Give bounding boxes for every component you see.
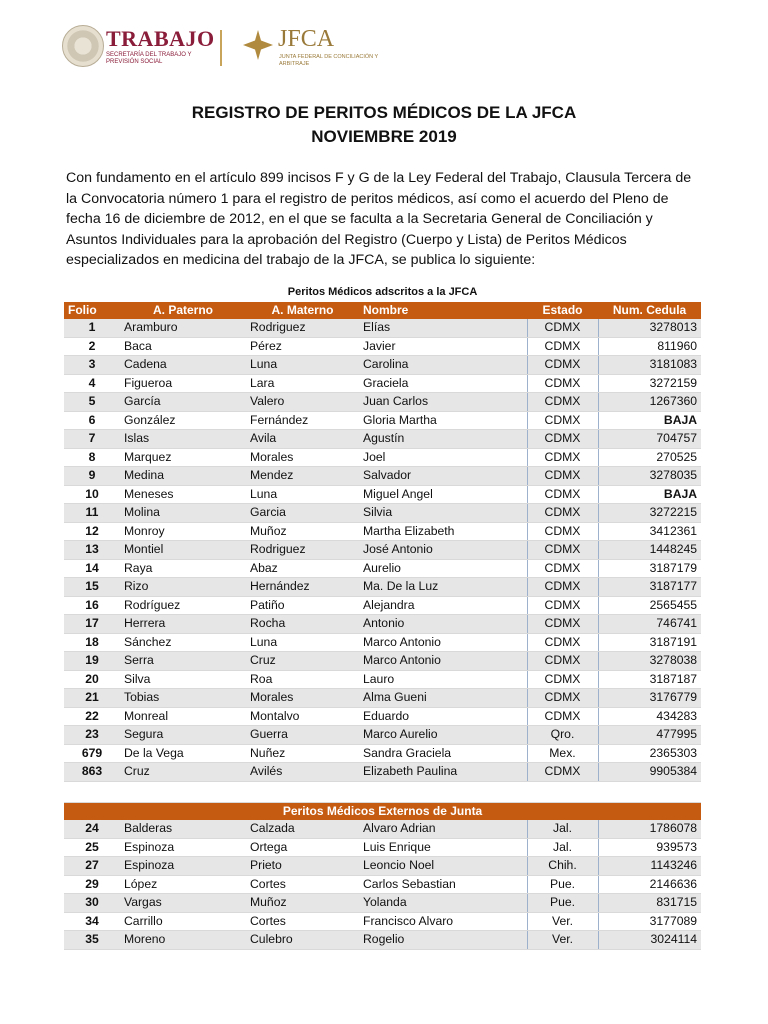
table-row: [64, 504, 701, 523]
cell-folio: 18: [64, 633, 120, 652]
cell-paterno: De la Vega: [120, 744, 246, 763]
section-gap-cell: [64, 781, 701, 802]
cell-nombre: Juan Carlos: [359, 393, 527, 412]
cell-cedula: 3187187: [598, 670, 701, 689]
table-row: [64, 931, 701, 950]
cell-paterno: García: [120, 393, 246, 412]
cell-folio: 2: [64, 337, 120, 356]
cell-nombre: Salvador: [359, 467, 527, 486]
cell-nombre: Aurelio: [359, 559, 527, 578]
table-row: [64, 912, 701, 931]
cell-folio: 679: [64, 744, 120, 763]
cell-nombre: Alvaro Adrian: [359, 820, 527, 838]
document-title: REGISTRO DE PERITOS MÉDICOS DE LA JFCA: [191, 103, 577, 122]
table-caption-row: [64, 284, 701, 302]
cell-estado: Mex.: [527, 744, 598, 763]
cell-folio: 30: [64, 894, 120, 913]
table-row: [64, 633, 701, 652]
cell-estado: CDMX: [527, 374, 598, 393]
cell-estado: CDMX: [527, 319, 598, 337]
cell-cedula: BAJA: [598, 485, 701, 504]
table-row: [64, 820, 701, 838]
cell-nombre: José Antonio: [359, 541, 527, 560]
cell-paterno: Espinoza: [120, 857, 246, 876]
cell-folio: 21: [64, 689, 120, 708]
cell-materno: Garcia: [246, 504, 359, 523]
cell-cedula: 3412361: [598, 522, 701, 541]
cell-materno: Muñoz: [246, 522, 359, 541]
table-row: [64, 707, 701, 726]
table-row: [64, 744, 701, 763]
cell-materno: Fernández: [246, 411, 359, 430]
table-row: [64, 670, 701, 689]
cell-materno: Avilés: [246, 763, 359, 782]
cell-cedula: 704757: [598, 430, 701, 449]
cell-materno: Lara: [246, 374, 359, 393]
cell-nombre: Marco Antonio: [359, 652, 527, 671]
intro-paragraph: Con fundamento en el artículo 899 incisos F y G de la Ley Federal del Trabajo, Clausula Tercera de la Convocatoria número 1 para el registro de peritos médicos, así como el acuerdo del Pleno de fecha 16 de diciembre de 2012, en el que se faculta a la Secretaria General de Conciliación y Asuntos Individuales para la aprobación del Registro (Cuerpo y Lista) de Peritos Médicos especializados en medicina del trabajo de la JFCA, se publica lo siguiente:: [66, 170, 692, 269]
cell-cedula: 2365303: [598, 744, 701, 763]
cell-materno: Cortes: [246, 875, 359, 894]
cell-estado: CDMX: [527, 337, 598, 356]
cell-materno: Nuñez: [246, 744, 359, 763]
cell-nombre: Rogelio: [359, 931, 527, 950]
cell-paterno: Cadena: [120, 356, 246, 375]
cell-nombre: Alejandra: [359, 596, 527, 615]
cell-estado: CDMX: [527, 448, 598, 467]
cell-materno: Prieto: [246, 857, 359, 876]
cell-paterno: Balderas: [120, 820, 246, 838]
table-row: [64, 430, 701, 449]
col-header-estado: Estado: [527, 302, 598, 320]
cell-folio: 9: [64, 467, 120, 486]
cell-paterno: Herrera: [120, 615, 246, 634]
logo-divider: [220, 30, 222, 66]
cell-paterno: Montiel: [120, 541, 246, 560]
cell-estado: CDMX: [527, 467, 598, 486]
cell-materno: Cruz: [246, 652, 359, 671]
cell-folio: 34: [64, 912, 120, 931]
cell-nombre: Silvia: [359, 504, 527, 523]
col-header-paterno: A. Paterno: [120, 302, 246, 320]
cell-cedula: 270525: [598, 448, 701, 467]
cell-folio: 1: [64, 319, 120, 337]
table-row: [64, 559, 701, 578]
cell-nombre: Alma Gueni: [359, 689, 527, 708]
cell-cedula: 3272215: [598, 504, 701, 523]
cell-cedula: 811960: [598, 337, 701, 356]
cell-folio: 20: [64, 670, 120, 689]
cell-paterno: Monroy: [120, 522, 246, 541]
cell-folio: 22: [64, 707, 120, 726]
table-caption: Peritos Médicos adscritos a la JFCA: [287, 286, 478, 299]
cell-materno: Culebro: [246, 931, 359, 950]
cell-cedula: 1786078: [598, 820, 701, 838]
cell-folio: 6: [64, 411, 120, 430]
cell-cedula: 3181083: [598, 356, 701, 375]
cell-folio: 25: [64, 838, 120, 857]
cell-cedula: BAJA: [598, 411, 701, 430]
table-row: [64, 689, 701, 708]
cell-folio: 11: [64, 504, 120, 523]
cell-paterno: Rodríguez: [120, 596, 246, 615]
cell-estado: CDMX: [527, 652, 598, 671]
cell-materno: Pérez: [246, 337, 359, 356]
mexico-seal-icon: [62, 25, 104, 67]
cell-estado: CDMX: [527, 356, 598, 375]
cell-nombre: Miguel Angel: [359, 485, 527, 504]
table-row: [64, 578, 701, 597]
cell-nombre: Carlos Sebastian: [359, 875, 527, 894]
cell-nombre: Sandra Graciela: [359, 744, 527, 763]
cell-paterno: López: [120, 875, 246, 894]
cell-estado: CDMX: [527, 689, 598, 708]
cell-materno: Luna: [246, 485, 359, 504]
col-header-nombre: Nombre: [359, 302, 527, 320]
cell-folio: 5: [64, 393, 120, 412]
table-row: [64, 393, 701, 412]
externos-header-row: [64, 802, 701, 820]
section-gap: [64, 781, 701, 802]
cell-materno: Patiño: [246, 596, 359, 615]
cell-folio: 27: [64, 857, 120, 876]
cell-estado: CDMX: [527, 485, 598, 504]
cell-folio: 863: [64, 763, 120, 782]
cell-paterno: Molina: [120, 504, 246, 523]
cell-paterno: Segura: [120, 726, 246, 745]
cell-materno: Rocha: [246, 615, 359, 634]
table-row: [64, 763, 701, 782]
cell-nombre: Joel: [359, 448, 527, 467]
cell-estado: CDMX: [527, 763, 598, 782]
cell-paterno: Cruz: [120, 763, 246, 782]
cell-paterno: Silva: [120, 670, 246, 689]
table-row: [64, 448, 701, 467]
cell-estado: Jal.: [527, 838, 598, 857]
trabajo-logo-word: TRABAJO: [106, 26, 215, 51]
cell-folio: 7: [64, 430, 120, 449]
table-row: [64, 411, 701, 430]
cell-paterno: Serra: [120, 652, 246, 671]
externos-section-title: Peritos Médicos Externos de Junta: [64, 802, 701, 820]
col-header-cedula: Num. Cedula: [598, 302, 701, 320]
cell-nombre: Yolanda: [359, 894, 527, 913]
table-row: [64, 467, 701, 486]
jfca-star-icon: [243, 30, 273, 60]
cell-folio: 24: [64, 820, 120, 838]
cell-paterno: González: [120, 411, 246, 430]
cell-cedula: 2565455: [598, 596, 701, 615]
cell-nombre: Graciela: [359, 374, 527, 393]
col-header-folio: Folio: [64, 302, 120, 320]
cell-paterno: Monreal: [120, 707, 246, 726]
cell-folio: 23: [64, 726, 120, 745]
cell-materno: Morales: [246, 448, 359, 467]
table-row: [64, 337, 701, 356]
table-row: [64, 522, 701, 541]
cell-folio: 17: [64, 615, 120, 634]
cell-materno: Morales: [246, 689, 359, 708]
cell-paterno: Tobias: [120, 689, 246, 708]
cell-folio: 29: [64, 875, 120, 894]
cell-estado: CDMX: [527, 615, 598, 634]
cell-nombre: Javier: [359, 337, 527, 356]
col-header-materno: A. Materno: [246, 302, 359, 320]
table-row: [64, 875, 701, 894]
cell-nombre: Eduardo: [359, 707, 527, 726]
cell-folio: 4: [64, 374, 120, 393]
table-header-row: [64, 302, 701, 320]
cell-cedula: 3278035: [598, 467, 701, 486]
table-row: [64, 541, 701, 560]
cell-estado: CDMX: [527, 504, 598, 523]
cell-paterno: Figueroa: [120, 374, 246, 393]
cell-nombre: Francisco Alvaro: [359, 912, 527, 931]
cell-estado: CDMX: [527, 522, 598, 541]
cell-estado: Chih.: [527, 857, 598, 876]
cell-paterno: Rizo: [120, 578, 246, 597]
cell-cedula: 434283: [598, 707, 701, 726]
table-row: [64, 894, 701, 913]
table-row: [64, 838, 701, 857]
cell-folio: 16: [64, 596, 120, 615]
cell-nombre: Martha Elizabeth: [359, 522, 527, 541]
cell-paterno: Islas: [120, 430, 246, 449]
cell-nombre: Marco Antonio: [359, 633, 527, 652]
cell-estado: CDMX: [527, 707, 598, 726]
trabajo-logo-subtitle: SECRETARÍA DEL TRABAJO Y PREVISIÓN SOCIAL: [106, 52, 192, 65]
page-header: [60, 22, 380, 78]
cell-folio: 15: [64, 578, 120, 597]
cell-paterno: Sánchez: [120, 633, 246, 652]
cell-estado: Ver.: [527, 931, 598, 950]
cell-materno: Muñoz: [246, 894, 359, 913]
cell-paterno: Medina: [120, 467, 246, 486]
table-row: [64, 726, 701, 745]
cell-folio: 35: [64, 931, 120, 950]
cell-cedula: 1267360: [598, 393, 701, 412]
cell-paterno: Marquez: [120, 448, 246, 467]
cell-cedula: 746741: [598, 615, 701, 634]
table-row: [64, 374, 701, 393]
cell-paterno: Espinoza: [120, 838, 246, 857]
cell-cedula: 1143246: [598, 857, 701, 876]
cell-cedula: 2146636: [598, 875, 701, 894]
cell-nombre: Antonio: [359, 615, 527, 634]
document-subtitle: NOVIEMBRE 2019: [311, 127, 457, 146]
cell-estado: CDMX: [527, 411, 598, 430]
table-row: [64, 596, 701, 615]
cell-folio: 8: [64, 448, 120, 467]
cell-cedula: 9905384: [598, 763, 701, 782]
cell-cedula: 477995: [598, 726, 701, 745]
cell-nombre: Agustín: [359, 430, 527, 449]
cell-cedula: 831715: [598, 894, 701, 913]
cell-materno: Ortega: [246, 838, 359, 857]
cell-materno: Abaz: [246, 559, 359, 578]
cell-cedula: 3024114: [598, 931, 701, 950]
cell-materno: Montalvo: [246, 707, 359, 726]
jfca-logo-word: JFCA: [278, 26, 335, 52]
cell-nombre: Elizabeth Paulina: [359, 763, 527, 782]
cell-materno: Luna: [246, 356, 359, 375]
cell-estado: CDMX: [527, 430, 598, 449]
cell-materno: Hernández: [246, 578, 359, 597]
cell-estado: CDMX: [527, 559, 598, 578]
cell-folio: 13: [64, 541, 120, 560]
table-row: [64, 319, 701, 337]
cell-folio: 3: [64, 356, 120, 375]
cell-nombre: Gloria Martha: [359, 411, 527, 430]
cell-cedula: 3278013: [598, 319, 701, 337]
cell-estado: Pue.: [527, 875, 598, 894]
cell-folio: 12: [64, 522, 120, 541]
cell-paterno: Moreno: [120, 931, 246, 950]
cell-materno: Valero: [246, 393, 359, 412]
table-row: [64, 356, 701, 375]
cell-cedula: 3187179: [598, 559, 701, 578]
cell-estado: CDMX: [527, 596, 598, 615]
cell-cedula: 3187191: [598, 633, 701, 652]
cell-nombre: Luis Enrique: [359, 838, 527, 857]
cell-cedula: 3278038: [598, 652, 701, 671]
cell-materno: Calzada: [246, 820, 359, 838]
cell-nombre: Leoncio Noel: [359, 857, 527, 876]
cell-materno: Rodriguez: [246, 541, 359, 560]
table-row: [64, 615, 701, 634]
cell-estado: Ver.: [527, 912, 598, 931]
cell-cedula: 3177089: [598, 912, 701, 931]
cell-cedula: 1448245: [598, 541, 701, 560]
cell-nombre: Marco Aurelio: [359, 726, 527, 745]
cell-paterno: Raya: [120, 559, 246, 578]
cell-nombre: Carolina: [359, 356, 527, 375]
table-row: [64, 485, 701, 504]
cell-folio: 10: [64, 485, 120, 504]
cell-cedula: 3272159: [598, 374, 701, 393]
cell-materno: Mendez: [246, 467, 359, 486]
cell-paterno: Meneses: [120, 485, 246, 504]
table-row: [64, 652, 701, 671]
cell-cedula: 3176779: [598, 689, 701, 708]
cell-paterno: Vargas: [120, 894, 246, 913]
cell-nombre: Lauro: [359, 670, 527, 689]
cell-estado: Qro.: [527, 726, 598, 745]
cell-paterno: Aramburo: [120, 319, 246, 337]
cell-materno: Guerra: [246, 726, 359, 745]
cell-estado: Pue.: [527, 894, 598, 913]
cell-estado: CDMX: [527, 578, 598, 597]
cell-nombre: Elías: [359, 319, 527, 337]
cell-paterno: Baca: [120, 337, 246, 356]
cell-estado: Jal.: [527, 820, 598, 838]
cell-estado: CDMX: [527, 541, 598, 560]
cell-estado: CDMX: [527, 670, 598, 689]
cell-materno: Avila: [246, 430, 359, 449]
cell-materno: Luna: [246, 633, 359, 652]
cell-nombre: Ma. De la Luz: [359, 578, 527, 597]
cell-folio: 14: [64, 559, 120, 578]
jfca-logo-subtitle: JUNTA FEDERAL DE CONCILIACIÓN Y ARBITRAJE: [279, 54, 379, 67]
cell-materno: Rodriguez: [246, 319, 359, 337]
cell-estado: CDMX: [527, 393, 598, 412]
peritos-table: [64, 284, 701, 950]
cell-cedula: 939573: [598, 838, 701, 857]
table-row: [64, 857, 701, 876]
cell-materno: Roa: [246, 670, 359, 689]
cell-cedula: 3187177: [598, 578, 701, 597]
cell-materno: Cortes: [246, 912, 359, 931]
cell-estado: CDMX: [527, 633, 598, 652]
cell-paterno: Carrillo: [120, 912, 246, 931]
cell-folio: 19: [64, 652, 120, 671]
